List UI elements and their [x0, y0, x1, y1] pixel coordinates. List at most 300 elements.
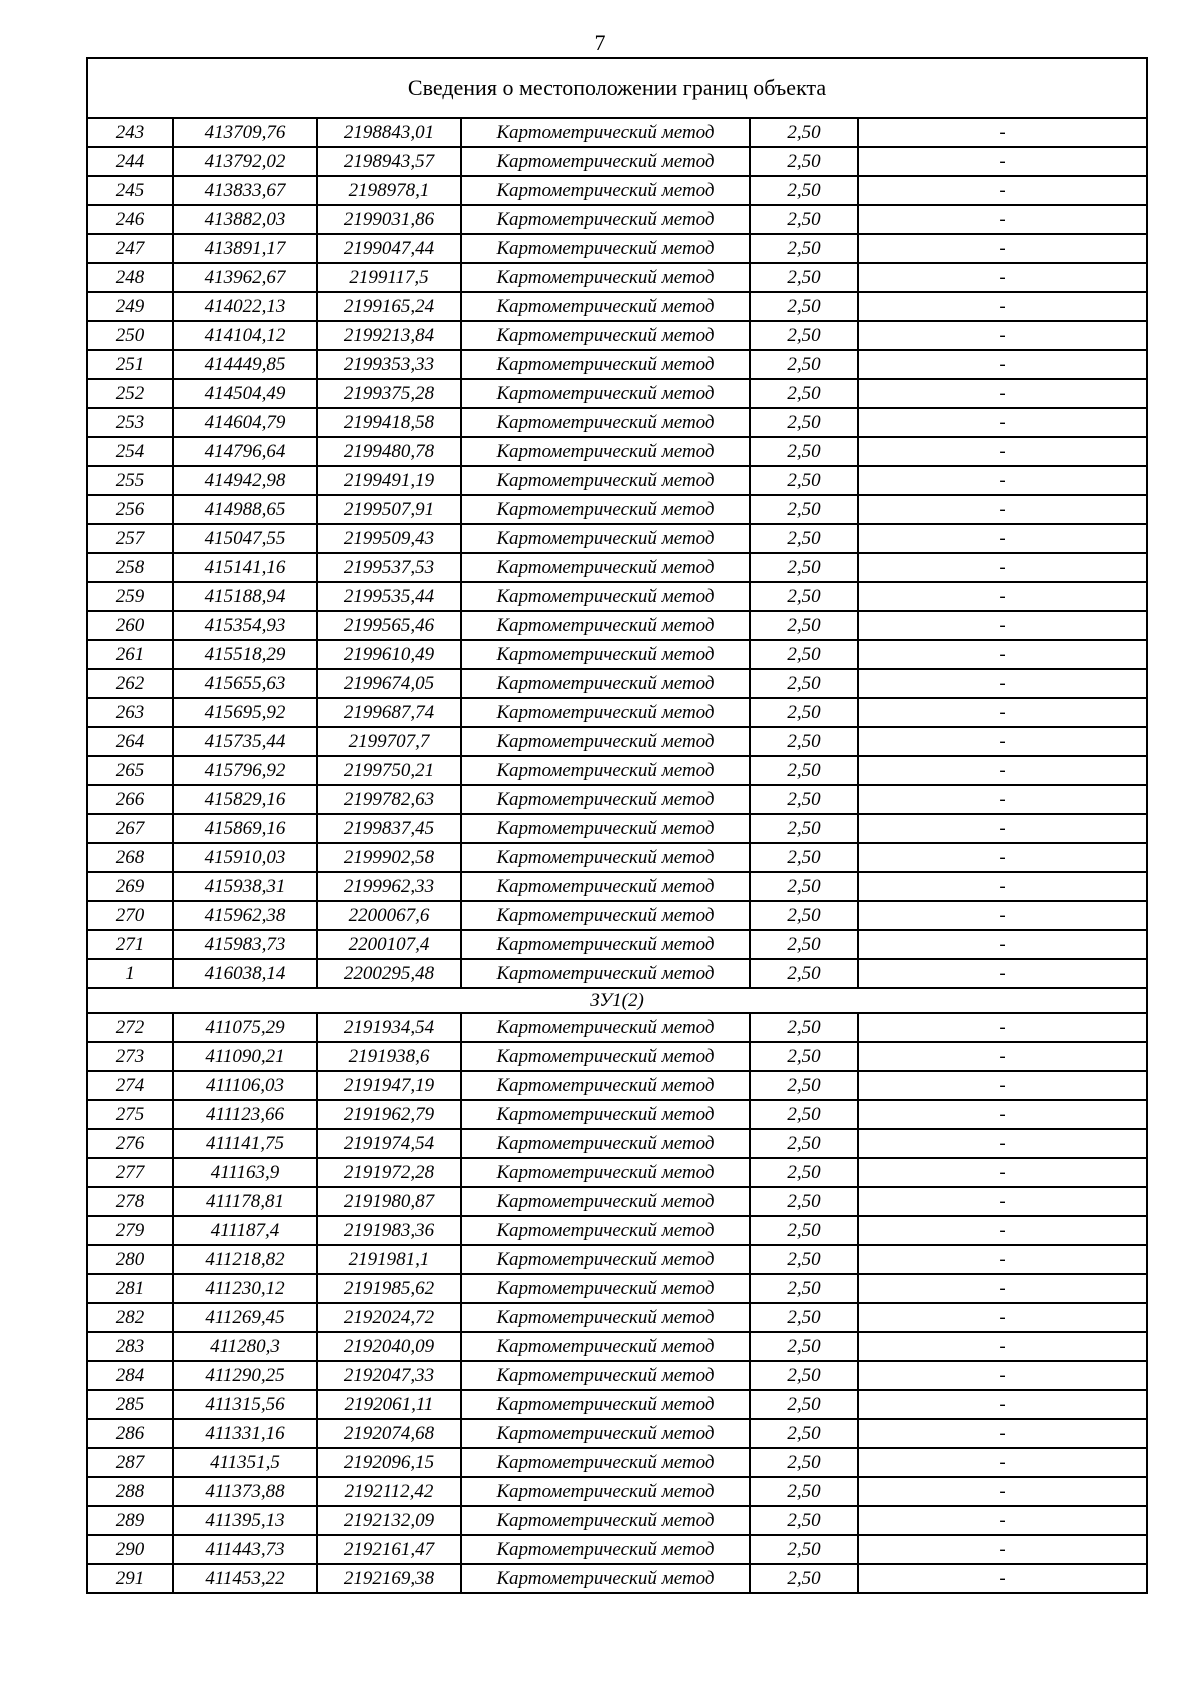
x-coordinate-cell: 413833,67: [173, 176, 317, 205]
method-cell: Картометрический метод: [461, 698, 750, 727]
table-row: [87, 350, 1147, 379]
accuracy-cell: 2,50: [750, 1303, 858, 1332]
description-cell: -: [858, 901, 1147, 930]
table-row: [87, 1274, 1147, 1303]
accuracy-cell: 2,50: [750, 1216, 858, 1245]
description-cell: -: [858, 1419, 1147, 1448]
point-number-cell: 272: [87, 1013, 173, 1042]
description-cell: -: [858, 843, 1147, 872]
table-row: [87, 1535, 1147, 1564]
x-coordinate-cell: 414942,98: [173, 466, 317, 495]
description-cell: -: [858, 234, 1147, 263]
description-cell: -: [858, 1332, 1147, 1361]
description-cell: -: [858, 437, 1147, 466]
method-cell: Картометрический метод: [461, 611, 750, 640]
description-cell: -: [858, 205, 1147, 234]
table-row: [87, 1129, 1147, 1158]
method-cell: Картометрический метод: [461, 1042, 750, 1071]
method-cell: Картометрический метод: [461, 872, 750, 901]
point-number-cell: 256: [87, 495, 173, 524]
y-coordinate-cell: 2199674,05: [317, 669, 461, 698]
accuracy-cell: 2,50: [750, 1332, 858, 1361]
y-coordinate-cell: 2192169,38: [317, 1564, 461, 1593]
accuracy-cell: 2,50: [750, 1158, 858, 1187]
y-coordinate-cell: 2191947,19: [317, 1071, 461, 1100]
method-cell: Картометрический метод: [461, 292, 750, 321]
method-cell: Картометрический метод: [461, 1129, 750, 1158]
y-coordinate-cell: 2199418,58: [317, 408, 461, 437]
accuracy-cell: 2,50: [750, 176, 858, 205]
y-coordinate-cell: 2199480,78: [317, 437, 461, 466]
x-coordinate-cell: 413891,17: [173, 234, 317, 263]
x-coordinate-cell: 414988,65: [173, 495, 317, 524]
point-number-cell: 273: [87, 1042, 173, 1071]
description-cell: -: [858, 640, 1147, 669]
accuracy-cell: 2,50: [750, 292, 858, 321]
accuracy-cell: 2,50: [750, 1361, 858, 1390]
section-label-row: [87, 988, 1147, 1013]
point-number-cell: 268: [87, 843, 173, 872]
y-coordinate-cell: 2191974,54: [317, 1129, 461, 1158]
point-number-cell: 247: [87, 234, 173, 263]
accuracy-cell: 2,50: [750, 437, 858, 466]
point-number-cell: 271: [87, 930, 173, 959]
accuracy-cell: 2,50: [750, 1187, 858, 1216]
point-number-cell: 265: [87, 756, 173, 785]
method-cell: Картометрический метод: [461, 901, 750, 930]
x-coordinate-cell: 415188,94: [173, 582, 317, 611]
accuracy-cell: 2,50: [750, 843, 858, 872]
table-row: [87, 118, 1147, 147]
point-number-cell: 252: [87, 379, 173, 408]
x-coordinate-cell: 411395,13: [173, 1506, 317, 1535]
method-cell: Картометрический метод: [461, 727, 750, 756]
method-cell: Картометрический метод: [461, 263, 750, 292]
x-coordinate-cell: 415962,38: [173, 901, 317, 930]
method-cell: Картометрический метод: [461, 1448, 750, 1477]
table-row: [87, 814, 1147, 843]
y-coordinate-cell: 2199031,86: [317, 205, 461, 234]
accuracy-cell: 2,50: [750, 959, 858, 988]
boundary-coordinates-table: [86, 57, 1148, 1594]
accuracy-cell: 2,50: [750, 234, 858, 263]
accuracy-cell: 2,50: [750, 756, 858, 785]
table-row: [87, 553, 1147, 582]
description-cell: -: [858, 1100, 1147, 1129]
table-row: [87, 147, 1147, 176]
accuracy-cell: 2,50: [750, 379, 858, 408]
page-number: 7: [594, 30, 606, 55]
accuracy-cell: 2,50: [750, 495, 858, 524]
x-coordinate-cell: 411141,75: [173, 1129, 317, 1158]
description-cell: -: [858, 1564, 1147, 1593]
table-row: [87, 1013, 1147, 1042]
point-number-cell: 277: [87, 1158, 173, 1187]
method-cell: Картометрический метод: [461, 176, 750, 205]
y-coordinate-cell: 2192024,72: [317, 1303, 461, 1332]
point-number-cell: 289: [87, 1506, 173, 1535]
description-cell: -: [858, 1448, 1147, 1477]
description-cell: -: [858, 959, 1147, 988]
x-coordinate-cell: 415910,03: [173, 843, 317, 872]
description-cell: -: [858, 147, 1147, 176]
x-coordinate-cell: 415869,16: [173, 814, 317, 843]
x-coordinate-cell: 414449,85: [173, 350, 317, 379]
point-number-cell: 255: [87, 466, 173, 495]
point-number-cell: 260: [87, 611, 173, 640]
description-cell: -: [858, 669, 1147, 698]
accuracy-cell: 2,50: [750, 524, 858, 553]
description-cell: -: [858, 1274, 1147, 1303]
table-row: [87, 1303, 1147, 1332]
description-cell: -: [858, 611, 1147, 640]
method-cell: Картометрический метод: [461, 1303, 750, 1332]
x-coordinate-cell: 413882,03: [173, 205, 317, 234]
table-row: [87, 1448, 1147, 1477]
y-coordinate-cell: 2191972,28: [317, 1158, 461, 1187]
accuracy-cell: 2,50: [750, 321, 858, 350]
y-coordinate-cell: 2191980,87: [317, 1187, 461, 1216]
method-cell: Картометрический метод: [461, 524, 750, 553]
point-number-cell: 290: [87, 1535, 173, 1564]
method-cell: Картометрический метод: [461, 205, 750, 234]
accuracy-cell: 2,50: [750, 1390, 858, 1419]
y-coordinate-cell: 2198943,57: [317, 147, 461, 176]
method-cell: Картометрический метод: [461, 1158, 750, 1187]
description-cell: -: [858, 1477, 1147, 1506]
x-coordinate-cell: 411163,9: [173, 1158, 317, 1187]
method-cell: Картометрический метод: [461, 234, 750, 263]
description-cell: -: [858, 1303, 1147, 1332]
description-cell: -: [858, 466, 1147, 495]
method-cell: Картометрический метод: [461, 1506, 750, 1535]
x-coordinate-cell: 411075,29: [173, 1013, 317, 1042]
y-coordinate-cell: 2192040,09: [317, 1332, 461, 1361]
table-row: [87, 1071, 1147, 1100]
x-coordinate-cell: 411373,88: [173, 1477, 317, 1506]
accuracy-cell: 2,50: [750, 1100, 858, 1129]
method-cell: Картометрический метод: [461, 1274, 750, 1303]
description-cell: -: [858, 1535, 1147, 1564]
y-coordinate-cell: 2200107,4: [317, 930, 461, 959]
description-cell: -: [858, 495, 1147, 524]
method-cell: Картометрический метод: [461, 1071, 750, 1100]
description-cell: -: [858, 582, 1147, 611]
accuracy-cell: 2,50: [750, 1245, 858, 1274]
table-title-row: [87, 58, 1147, 118]
description-cell: -: [858, 698, 1147, 727]
method-cell: Картометрический метод: [461, 408, 750, 437]
method-cell: Картометрический метод: [461, 147, 750, 176]
point-number-cell: 291: [87, 1564, 173, 1593]
point-number-cell: 253: [87, 408, 173, 437]
description-cell: -: [858, 1042, 1147, 1071]
description-cell: -: [858, 1390, 1147, 1419]
point-number-cell: 264: [87, 727, 173, 756]
table-row: [87, 698, 1147, 727]
description-cell: -: [858, 727, 1147, 756]
point-number-cell: 246: [87, 205, 173, 234]
x-coordinate-cell: 411290,25: [173, 1361, 317, 1390]
y-coordinate-cell: 2200295,48: [317, 959, 461, 988]
point-number-cell: 282: [87, 1303, 173, 1332]
description-cell: -: [858, 1361, 1147, 1390]
point-number-cell: 288: [87, 1477, 173, 1506]
y-coordinate-cell: 2191985,62: [317, 1274, 461, 1303]
table-row: [87, 582, 1147, 611]
accuracy-cell: 2,50: [750, 582, 858, 611]
accuracy-cell: 2,50: [750, 1506, 858, 1535]
point-number-cell: 257: [87, 524, 173, 553]
table-row: [87, 292, 1147, 321]
description-cell: -: [858, 118, 1147, 147]
y-coordinate-cell: 2199687,74: [317, 698, 461, 727]
description-cell: -: [858, 176, 1147, 205]
point-number-cell: 278: [87, 1187, 173, 1216]
table-row: [87, 1216, 1147, 1245]
description-cell: -: [858, 1187, 1147, 1216]
table-row: [87, 1477, 1147, 1506]
description-cell: -: [858, 872, 1147, 901]
y-coordinate-cell: 2192096,15: [317, 1448, 461, 1477]
accuracy-cell: 2,50: [750, 669, 858, 698]
description-cell: -: [858, 1158, 1147, 1187]
method-cell: Картометрический метод: [461, 350, 750, 379]
x-coordinate-cell: 413709,76: [173, 118, 317, 147]
point-number-cell: 244: [87, 147, 173, 176]
x-coordinate-cell: 414104,12: [173, 321, 317, 350]
point-number-cell: 280: [87, 1245, 173, 1274]
accuracy-cell: 2,50: [750, 408, 858, 437]
x-coordinate-cell: 415655,63: [173, 669, 317, 698]
point-number-cell: 254: [87, 437, 173, 466]
table-row: [87, 1390, 1147, 1419]
y-coordinate-cell: 2191938,6: [317, 1042, 461, 1071]
point-number-cell: 276: [87, 1129, 173, 1158]
point-number-cell: 266: [87, 785, 173, 814]
table-row: [87, 872, 1147, 901]
accuracy-cell: 2,50: [750, 698, 858, 727]
y-coordinate-cell: 2199565,46: [317, 611, 461, 640]
point-number-cell: 274: [87, 1071, 173, 1100]
description-cell: -: [858, 930, 1147, 959]
x-coordinate-cell: 415829,16: [173, 785, 317, 814]
y-coordinate-cell: 2199047,44: [317, 234, 461, 263]
y-coordinate-cell: 2199509,43: [317, 524, 461, 553]
accuracy-cell: 2,50: [750, 553, 858, 582]
point-number-cell: 275: [87, 1100, 173, 1129]
point-number-cell: 251: [87, 350, 173, 379]
point-number-cell: 279: [87, 1216, 173, 1245]
table-title: Сведения о местоположении границ объекта: [87, 58, 1147, 118]
method-cell: Картометрический метод: [461, 1419, 750, 1448]
point-number-cell: 243: [87, 118, 173, 147]
x-coordinate-cell: 415354,93: [173, 611, 317, 640]
point-number-cell: 248: [87, 263, 173, 292]
x-coordinate-cell: 411280,3: [173, 1332, 317, 1361]
method-cell: Картометрический метод: [461, 379, 750, 408]
accuracy-cell: 2,50: [750, 147, 858, 176]
table-row: [87, 727, 1147, 756]
description-cell: -: [858, 524, 1147, 553]
y-coordinate-cell: 2191962,79: [317, 1100, 461, 1129]
x-coordinate-cell: 415983,73: [173, 930, 317, 959]
description-cell: -: [858, 814, 1147, 843]
table-row: [87, 1245, 1147, 1274]
description-cell: -: [858, 1216, 1147, 1245]
x-coordinate-cell: 411187,4: [173, 1216, 317, 1245]
table-row: [87, 437, 1147, 466]
method-cell: Картометрический метод: [461, 1245, 750, 1274]
y-coordinate-cell: 2199535,44: [317, 582, 461, 611]
description-cell: -: [858, 785, 1147, 814]
x-coordinate-cell: 414504,49: [173, 379, 317, 408]
accuracy-cell: 2,50: [750, 1013, 858, 1042]
table-row: [87, 234, 1147, 263]
table-row: [87, 379, 1147, 408]
method-cell: Картометрический метод: [461, 843, 750, 872]
x-coordinate-cell: 413792,02: [173, 147, 317, 176]
point-number-cell: 1: [87, 959, 173, 988]
y-coordinate-cell: 2192047,33: [317, 1361, 461, 1390]
method-cell: Картометрический метод: [461, 1564, 750, 1593]
accuracy-cell: 2,50: [750, 1274, 858, 1303]
y-coordinate-cell: 2200067,6: [317, 901, 461, 930]
accuracy-cell: 2,50: [750, 1477, 858, 1506]
method-cell: Картометрический метод: [461, 1390, 750, 1419]
accuracy-cell: 2,50: [750, 930, 858, 959]
accuracy-cell: 2,50: [750, 263, 858, 292]
table-row: [87, 1419, 1147, 1448]
point-number-cell: 258: [87, 553, 173, 582]
x-coordinate-cell: 415735,44: [173, 727, 317, 756]
accuracy-cell: 2,50: [750, 118, 858, 147]
y-coordinate-cell: 2192132,09: [317, 1506, 461, 1535]
method-cell: Картометрический метод: [461, 118, 750, 147]
x-coordinate-cell: 414022,13: [173, 292, 317, 321]
point-number-cell: 269: [87, 872, 173, 901]
x-coordinate-cell: 414604,79: [173, 408, 317, 437]
y-coordinate-cell: 2191934,54: [317, 1013, 461, 1042]
method-cell: Картометрический метод: [461, 1477, 750, 1506]
accuracy-cell: 2,50: [750, 1419, 858, 1448]
point-number-cell: 262: [87, 669, 173, 698]
table-row: [87, 495, 1147, 524]
table-row: [87, 176, 1147, 205]
accuracy-cell: 2,50: [750, 611, 858, 640]
y-coordinate-cell: 2199610,49: [317, 640, 461, 669]
x-coordinate-cell: 411453,22: [173, 1564, 317, 1593]
point-number-cell: 263: [87, 698, 173, 727]
method-cell: Картометрический метод: [461, 959, 750, 988]
table-row: [87, 1187, 1147, 1216]
y-coordinate-cell: 2191983,36: [317, 1216, 461, 1245]
point-number-cell: 285: [87, 1390, 173, 1419]
table-row: [87, 1361, 1147, 1390]
method-cell: Картометрический метод: [461, 1216, 750, 1245]
accuracy-cell: 2,50: [750, 1535, 858, 1564]
table-row: [87, 1506, 1147, 1535]
method-cell: Картометрический метод: [461, 785, 750, 814]
description-cell: -: [858, 1245, 1147, 1274]
x-coordinate-cell: 411178,81: [173, 1187, 317, 1216]
accuracy-cell: 2,50: [750, 640, 858, 669]
description-cell: -: [858, 1013, 1147, 1042]
method-cell: Картометрический метод: [461, 437, 750, 466]
y-coordinate-cell: 2199117,5: [317, 263, 461, 292]
y-coordinate-cell: 2192074,68: [317, 1419, 461, 1448]
method-cell: Картометрический метод: [461, 321, 750, 350]
description-cell: -: [858, 553, 1147, 582]
y-coordinate-cell: 2199213,84: [317, 321, 461, 350]
x-coordinate-cell: 411443,73: [173, 1535, 317, 1564]
x-coordinate-cell: 411090,21: [173, 1042, 317, 1071]
x-coordinate-cell: 411269,45: [173, 1303, 317, 1332]
y-coordinate-cell: 2192061,11: [317, 1390, 461, 1419]
table-row: [87, 669, 1147, 698]
method-cell: Картометрический метод: [461, 756, 750, 785]
y-coordinate-cell: 2199537,53: [317, 553, 461, 582]
point-number-cell: 261: [87, 640, 173, 669]
y-coordinate-cell: 2192112,42: [317, 1477, 461, 1506]
method-cell: Картометрический метод: [461, 582, 750, 611]
point-number-cell: 250: [87, 321, 173, 350]
x-coordinate-cell: 415695,92: [173, 698, 317, 727]
y-coordinate-cell: 2198843,01: [317, 118, 461, 147]
x-coordinate-cell: 415518,29: [173, 640, 317, 669]
table-row: [87, 466, 1147, 495]
x-coordinate-cell: 411331,16: [173, 1419, 317, 1448]
method-cell: Картометрический метод: [461, 1361, 750, 1390]
table-row: [87, 321, 1147, 350]
point-number-cell: 284: [87, 1361, 173, 1390]
point-number-cell: 249: [87, 292, 173, 321]
description-cell: -: [858, 292, 1147, 321]
x-coordinate-cell: 416038,14: [173, 959, 317, 988]
accuracy-cell: 2,50: [750, 785, 858, 814]
y-coordinate-cell: 2199165,24: [317, 292, 461, 321]
y-coordinate-cell: 2199782,63: [317, 785, 461, 814]
method-cell: Картометрический метод: [461, 466, 750, 495]
method-cell: Картометрический метод: [461, 1535, 750, 1564]
method-cell: Картометрический метод: [461, 495, 750, 524]
point-number-cell: 270: [87, 901, 173, 930]
point-number-cell: 267: [87, 814, 173, 843]
x-coordinate-cell: 415938,31: [173, 872, 317, 901]
table-row: [87, 1158, 1147, 1187]
x-coordinate-cell: 411230,12: [173, 1274, 317, 1303]
description-cell: -: [858, 756, 1147, 785]
y-coordinate-cell: 2191981,1: [317, 1245, 461, 1274]
table-row: [87, 611, 1147, 640]
description-cell: -: [858, 263, 1147, 292]
point-number-cell: 286: [87, 1419, 173, 1448]
table-row: [87, 408, 1147, 437]
accuracy-cell: 2,50: [750, 350, 858, 379]
method-cell: Картометрический метод: [461, 930, 750, 959]
method-cell: Картометрический метод: [461, 640, 750, 669]
point-number-cell: 283: [87, 1332, 173, 1361]
description-cell: -: [858, 321, 1147, 350]
point-number-cell: 281: [87, 1274, 173, 1303]
method-cell: Картометрический метод: [461, 1013, 750, 1042]
table-row: [87, 843, 1147, 872]
accuracy-cell: 2,50: [750, 1129, 858, 1158]
point-number-cell: 245: [87, 176, 173, 205]
description-cell: -: [858, 1506, 1147, 1535]
method-cell: Картометрический метод: [461, 669, 750, 698]
table-row: [87, 1332, 1147, 1361]
